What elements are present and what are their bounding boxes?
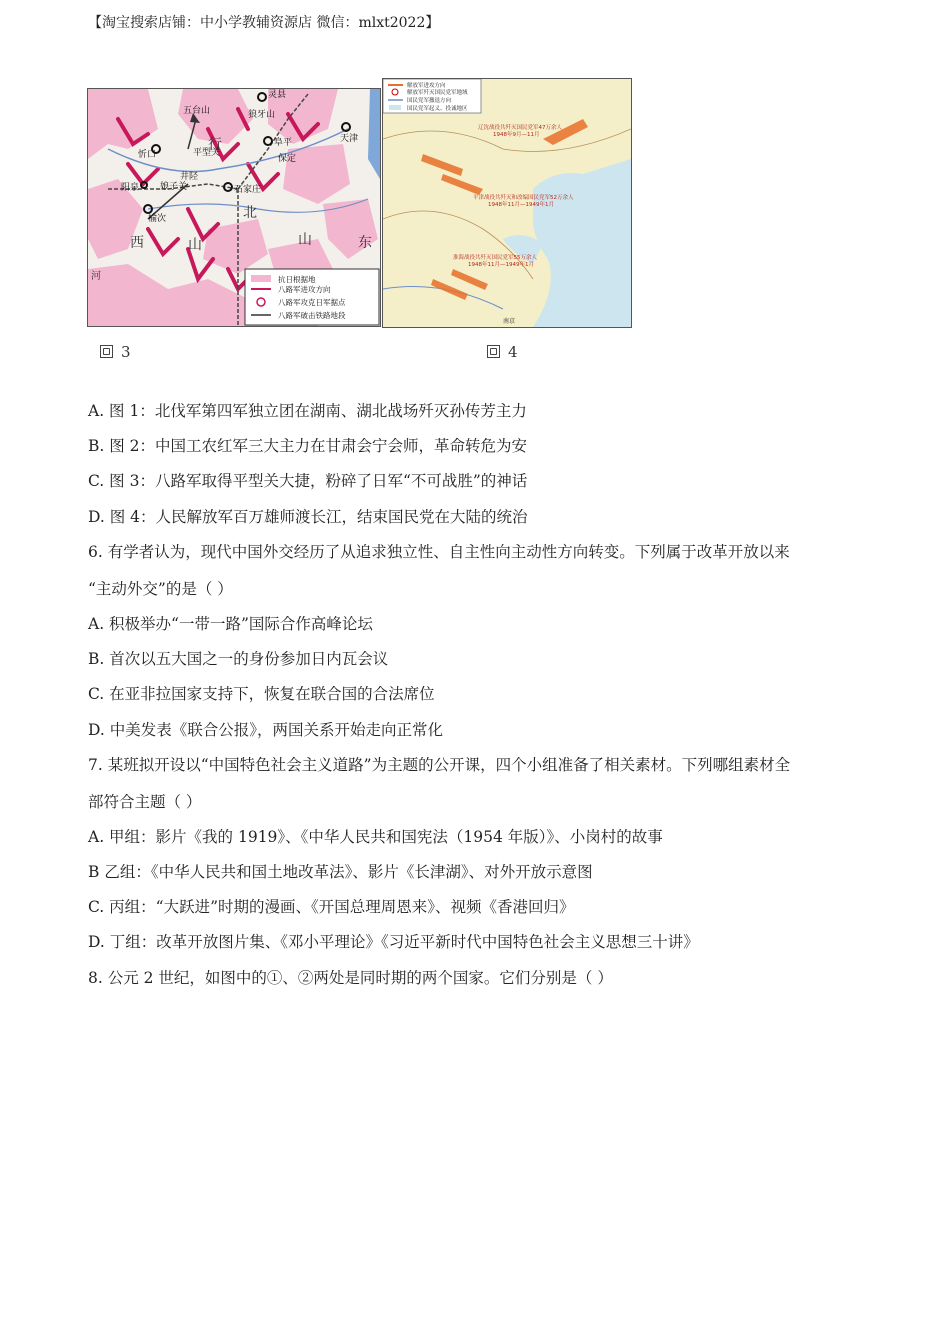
option-b-q5: B. 图 2：中国工农红军三大主力在甘肃会宁会师，革命转危为安 <box>88 437 528 455</box>
question-8-stem: 8. 公元 2 世纪，如图中的①、②两处是同时期的两个国家。它们分别是（ ） <box>88 969 613 987</box>
svg-text:榆次: 榆次 <box>148 214 167 224</box>
option-d-q6: D. 中美发表《联合公报》，两国关系开始走向正常化 <box>88 721 443 739</box>
figure-3-map <box>87 88 381 327</box>
svg-text:东: 东 <box>358 235 372 251</box>
svg-text:抗日根据地: 抗日根据地 <box>278 275 316 284</box>
svg-text:平津战役共歼灭和改编国民党军52万余人: 平津战役共歼灭和改编国民党军52万余人 <box>473 195 574 201</box>
svg-text:阜平: 阜平 <box>274 138 293 148</box>
svg-text:娘子关: 娘子关 <box>160 182 188 192</box>
figure-4-map <box>382 78 632 328</box>
question-7-stem: 7. 某班拟开设以“中国特色社会主义道路”为主题的公开课，四个小组准备了相关素材。下列哪组素材全 <box>88 756 791 774</box>
svg-text:八路军攻克日军据点: 八路军攻克日军据点 <box>278 298 346 307</box>
option-c-q7: C. 丙组：“大跃进”时期的漫画、《开国总理周恩来》、视频《香港回归》 <box>88 898 575 916</box>
header-watermark: 【淘宝搜索店铺：中小学教辅资源店 微信：mlxt2022】 <box>88 15 440 31</box>
svg-text:保定: 保定 <box>278 154 297 164</box>
svg-text:八路军进攻方向: 八路军进攻方向 <box>278 285 331 294</box>
svg-text:天津: 天津 <box>340 134 359 144</box>
option-a-q7: A. 甲组：影片《我的 1919》、《中华人民共和国宪法（1954 年版）》、小岗村的故事 <box>88 828 663 846</box>
question-6-stem-cont: “主动外交”的是（ ） <box>88 580 233 598</box>
figure-label-icon <box>487 345 500 358</box>
option-a-q6: A. 积极举办“一带一路”国际合作高峰论坛 <box>88 615 373 633</box>
svg-text:解放军进攻方向: 解放军进攻方向 <box>407 83 446 89</box>
svg-text:淮海战役共歼灭国民党军55万余人: 淮海战役共歼灭国民党军55万余人 <box>453 255 537 261</box>
svg-text:1948年11月—1949年1月: 1948年11月—1949年1月 <box>468 262 534 268</box>
svg-text:忻口: 忻口 <box>138 150 157 160</box>
svg-text:西: 西 <box>130 235 144 251</box>
question-7-stem-cont: 部符合主题（ ） <box>88 793 202 811</box>
svg-text:北: 北 <box>243 205 257 221</box>
question-6-stem: 6. 有学者认为，现代中国外交经历了从追求独立性、自主性向主动性方向转变。下列属于改革开放以来 <box>88 543 790 561</box>
option-a-q5: A. 图 1：北伐军第四军独立团在湖南、湖北战场歼灭孙传芳主力 <box>88 402 527 420</box>
svg-text:解放军歼灭国民党军地域: 解放军歼灭国民党军地域 <box>407 90 468 96</box>
option-d-q5: D. 图 4：人民解放军百万雄师渡长江，结束国民党在大陆的统治 <box>88 508 528 526</box>
svg-text:狼牙山: 狼牙山 <box>248 110 276 120</box>
svg-text:南京: 南京 <box>503 318 516 325</box>
svg-text:五台山: 五台山 <box>183 106 211 116</box>
svg-text:山: 山 <box>298 232 312 248</box>
svg-text:河: 河 <box>91 271 101 282</box>
svg-text:阳泉: 阳泉 <box>121 183 140 193</box>
svg-text:1948年11月—1949年1月: 1948年11月—1949年1月 <box>488 202 554 208</box>
svg-text:山: 山 <box>188 237 202 253</box>
figure-label-icon <box>100 345 113 358</box>
option-c-q6: C. 在亚非拉国家支持下，恢复在联合国的合法席位 <box>88 685 435 703</box>
svg-text:平型关: 平型关 <box>193 148 221 158</box>
svg-text:石家庄: 石家庄 <box>234 185 262 195</box>
option-b-q7: B 乙组：《中华人民共和国土地改革法》、影片《长津湖》、对外开放示意图 <box>88 863 593 881</box>
svg-text:国民党军起义、投诚地区: 国民党军起义、投诚地区 <box>407 106 468 112</box>
figure-4-caption: 4 <box>487 343 518 361</box>
svg-text:行: 行 <box>208 137 222 153</box>
svg-text:辽沈战役共歼灭国民党军47万余人: 辽沈战役共歼灭国民党军47万余人 <box>478 125 562 131</box>
option-c-q5: C. 图 3：八路军取得平型关大捷，粉碎了日军“不可战胜”的神话 <box>88 472 528 490</box>
svg-text:八路军破击铁路地段: 八路军破击铁路地段 <box>278 311 346 320</box>
svg-text:井陉: 井陉 <box>180 172 199 182</box>
svg-text:国民党军撤退方向: 国民党军撤退方向 <box>407 98 452 104</box>
option-d-q7: D. 丁组：改革开放图片集、《邓小平理论》《习近平新时代中国特色社会主义思想三十讲》 <box>88 933 699 951</box>
figure-3-caption: 3 <box>100 343 131 361</box>
svg-text:1948年9月—11月: 1948年9月—11月 <box>493 132 540 138</box>
option-b-q6: B. 首次以五大国之一的身份参加日内瓦会议 <box>88 650 389 668</box>
svg-text:灵县: 灵县 <box>268 90 287 100</box>
